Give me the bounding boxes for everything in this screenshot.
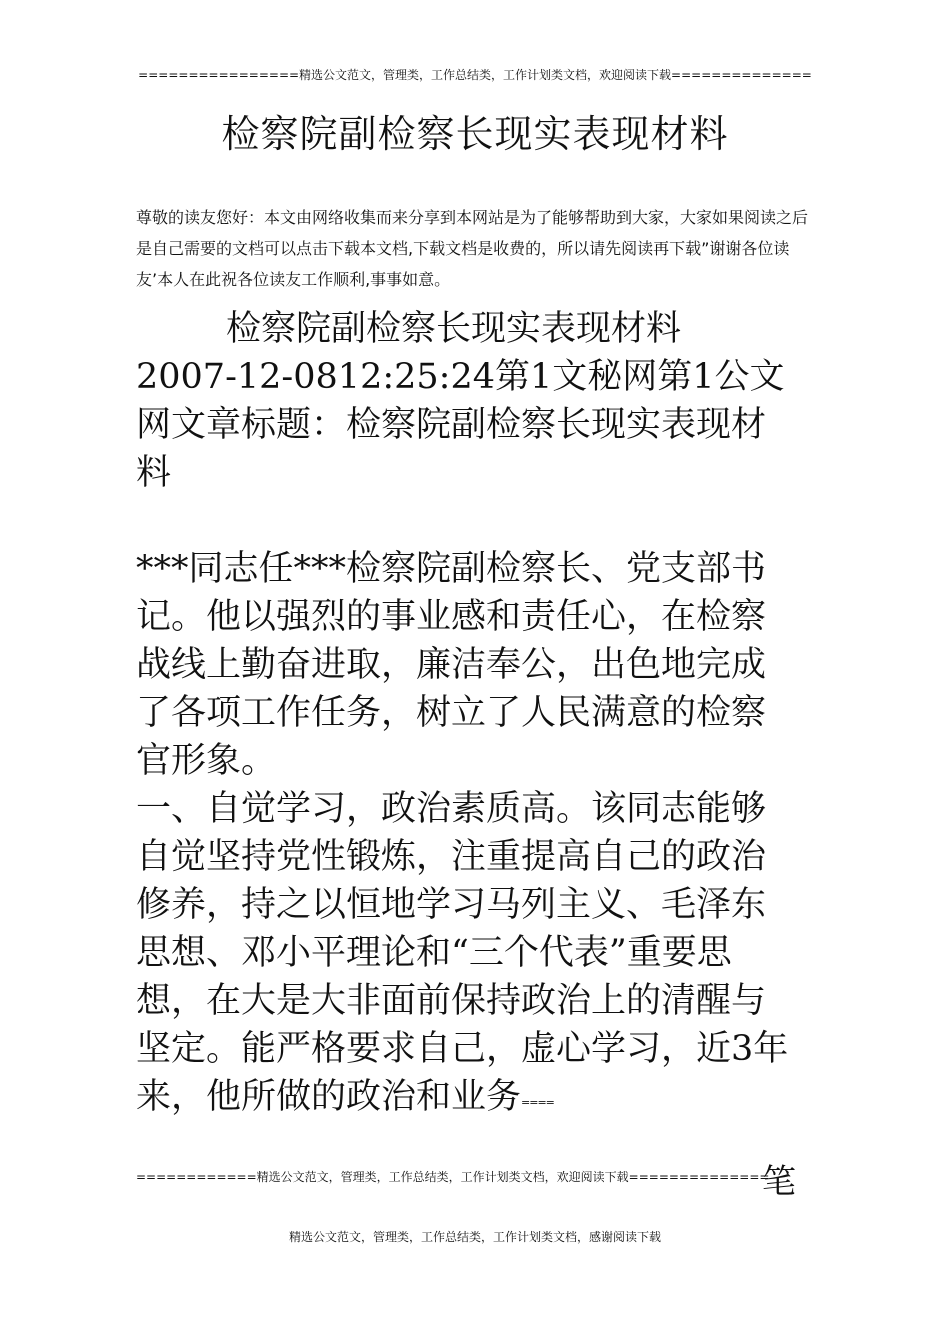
article-paragraph-1: ***同志任***检察院副检察长、党支部书记。他以强烈的事业感和责任心，在检察战线上勤奋进取，廉洁奉公，出色地完成了各项工作任务，树立了人民满意的检察官形象。 <box>136 549 767 781</box>
article-subtitle: 检察院副检察长现实表现材料 <box>226 309 682 349</box>
article-body <box>136 305 796 1127</box>
article-paragraph-2 <box>136 785 796 1127</box>
article-meta: 2007-12-0812:25:24第1文秘网第1公文网文章标题：检察院副检察长现实表现材料 <box>136 357 785 493</box>
footer-trailing-char: 笔 <box>762 1162 796 1202</box>
paragraph-spacer <box>136 497 796 545</box>
article-paragraph-2-tail: ==== <box>521 1096 554 1109</box>
footer-banner: ============精选公文范文，管理类，工作总结类，工作计划类文档，欢迎阅读下载============== <box>136 1170 770 1184</box>
document-title: 检察院副检察长现实表现材料 <box>221 112 729 156</box>
footer-text: 精选公文范文，管理类，工作总结类，工作计划类文档，感谢阅读下载 <box>288 1230 661 1244</box>
header-banner: ================精选公文范文，管理类，工作总结类，工作计划类文档，欢迎阅读下载============== <box>138 68 812 82</box>
reader-notice: 尊敬的读友您好：本文由网络收集而来分享到本网站是为了能够帮助到大家，大家如果阅读之后是自己需要的文档可以点击下载本文档,下载文档是收费的，所以请先阅读再下载”谢谢各位读友’本人在此祝各位读友工作顺利,事事如意。 <box>136 208 809 289</box>
article-paragraph-2-text: 一、自觉学习，政治素质高。该同志能够自觉坚持党性锻炼，注重提高自己的政治修养，持之以恒地学习马列主义、毛泽东思想、邓小平理论和“三个代表”重要思想，在大是大非面前保持政治上的清醒与坚定。能严格要求自己，虚心学习，近3年来，他所做的政治和业务 <box>136 789 789 1117</box>
